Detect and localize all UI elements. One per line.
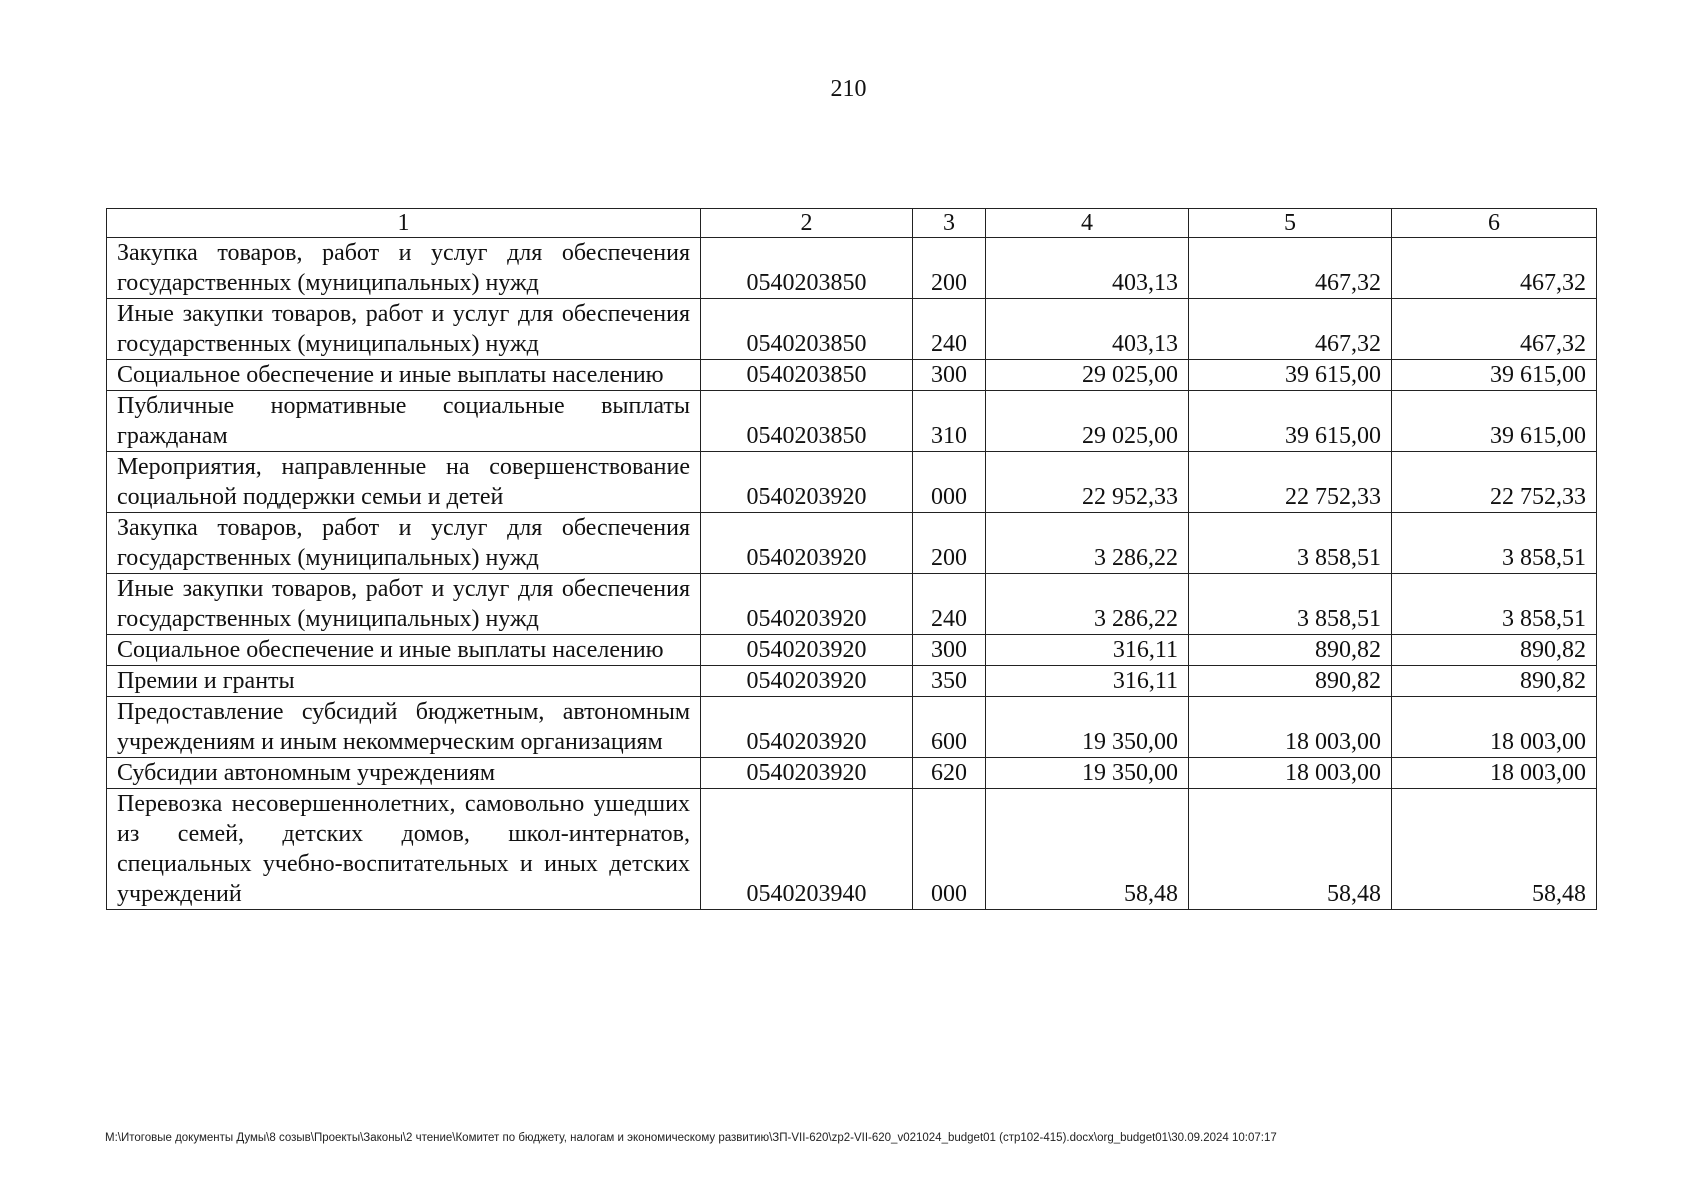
row-value-col6: 18 003,00: [1392, 697, 1597, 758]
row-value-col5: 18 003,00: [1189, 697, 1392, 758]
row-value-col4: 3 286,22: [986, 574, 1189, 635]
row-value-col5: 3 858,51: [1189, 574, 1392, 635]
row-value-col5: 39 615,00: [1189, 360, 1392, 391]
row-value-col5: 58,48: [1189, 789, 1392, 910]
row-description: Иные закупки товаров, работ и услуг для обеспечения государственных (муниципальных) нужд: [107, 299, 701, 360]
table-row: [107, 758, 1597, 789]
row-value-col5: 467,32: [1189, 238, 1392, 299]
column-header-1: 1: [107, 209, 701, 238]
row-description: Субсидии автономным учреждениям: [107, 758, 701, 789]
document-path-footer: M:\Итоговые документы Думы\8 созыв\Проекты\Законы\2 чтение\Комитет по бюджету, налогам и экономическому развитию\ЗП-VII-620\zp2-VII-620_v021024_budget01 (стр102-415).docx\org_budget01\30.09.2024 10:07:17: [105, 1132, 1277, 1144]
row-target-code: 0540203850: [701, 360, 913, 391]
table-row: [107, 391, 1597, 452]
row-value-col4: 58,48: [986, 789, 1189, 910]
row-target-code: 0540203850: [701, 299, 913, 360]
row-description: Закупка товаров, работ и услуг для обеспечения государственных (муниципальных) нужд: [107, 513, 701, 574]
row-value-col6: 22 752,33: [1392, 452, 1597, 513]
table-row: [107, 452, 1597, 513]
table-row: [107, 360, 1597, 391]
table-row: [107, 666, 1597, 697]
row-description: Социальное обеспечение и иные выплаты населению: [107, 360, 701, 391]
row-expense-type: 350: [913, 666, 986, 697]
column-header-3: 3: [913, 209, 986, 238]
row-description: Мероприятия, направленные на совершенствование социальной поддержки семьи и детей: [107, 452, 701, 513]
row-value-col4: 316,11: [986, 666, 1189, 697]
row-value-col6: 18 003,00: [1392, 758, 1597, 789]
row-value-col5: 890,82: [1189, 666, 1392, 697]
row-target-code: 0540203920: [701, 758, 913, 789]
row-expense-type: 000: [913, 789, 986, 910]
row-value-col6: 3 858,51: [1392, 513, 1597, 574]
column-header-6: 6: [1392, 209, 1597, 238]
row-expense-type: 620: [913, 758, 986, 789]
row-value-col5: 890,82: [1189, 635, 1392, 666]
row-expense-type: 240: [913, 574, 986, 635]
row-expense-type: 300: [913, 635, 986, 666]
row-value-col5: 22 752,33: [1189, 452, 1392, 513]
table-row: [107, 513, 1597, 574]
row-value-col6: 58,48: [1392, 789, 1597, 910]
budget-table: [106, 208, 1597, 910]
row-value-col4: 19 350,00: [986, 758, 1189, 789]
row-target-code: 0540203920: [701, 513, 913, 574]
row-description: Социальное обеспечение и иные выплаты населению: [107, 635, 701, 666]
row-value-col6: 3 858,51: [1392, 574, 1597, 635]
row-target-code: 0540203920: [701, 666, 913, 697]
row-value-col5: 39 615,00: [1189, 391, 1392, 452]
table-row: [107, 238, 1597, 299]
row-value-col5: 18 003,00: [1189, 758, 1392, 789]
row-expense-type: 300: [913, 360, 986, 391]
row-value-col4: 19 350,00: [986, 697, 1189, 758]
row-target-code: 0540203850: [701, 391, 913, 452]
row-value-col4: 403,13: [986, 238, 1189, 299]
table-header-row: [107, 209, 1597, 238]
row-value-col4: 316,11: [986, 635, 1189, 666]
page-number: 210: [830, 76, 867, 102]
row-description: Публичные нормативные социальные выплаты гражданам: [107, 391, 701, 452]
row-value-col5: 467,32: [1189, 299, 1392, 360]
row-target-code: 0540203920: [701, 697, 913, 758]
row-target-code: 0540203920: [701, 574, 913, 635]
row-description: Иные закупки товаров, работ и услуг для обеспечения государственных (муниципальных) нужд: [107, 574, 701, 635]
table-row: [107, 635, 1597, 666]
row-expense-type: 600: [913, 697, 986, 758]
column-header-2: 2: [701, 209, 913, 238]
row-value-col4: 29 025,00: [986, 360, 1189, 391]
row-target-code: 0540203920: [701, 452, 913, 513]
row-expense-type: 310: [913, 391, 986, 452]
row-value-col4: 403,13: [986, 299, 1189, 360]
row-expense-type: 200: [913, 238, 986, 299]
table-row: [107, 697, 1597, 758]
row-value-col4: 22 952,33: [986, 452, 1189, 513]
row-expense-type: 000: [913, 452, 986, 513]
row-expense-type: 200: [913, 513, 986, 574]
row-expense-type: 240: [913, 299, 986, 360]
table-row: [107, 789, 1597, 910]
table-row: [107, 574, 1597, 635]
row-description: Закупка товаров, работ и услуг для обеспечения государственных (муниципальных) нужд: [107, 238, 701, 299]
row-target-code: 0540203940: [701, 789, 913, 910]
row-value-col6: 890,82: [1392, 666, 1597, 697]
row-value-col4: 3 286,22: [986, 513, 1189, 574]
row-value-col6: 39 615,00: [1392, 360, 1597, 391]
row-value-col5: 3 858,51: [1189, 513, 1392, 574]
table-row: [107, 299, 1597, 360]
row-description: Перевозка несовершеннолетних, самовольно ушедших из семей, детских домов, школ-интернатов, специальных учебно-воспитательных и иных детских учреждений: [107, 789, 701, 910]
row-target-code: 0540203920: [701, 635, 913, 666]
row-target-code: 0540203850: [701, 238, 913, 299]
row-description: Предоставление субсидий бюджетным, автономным учреждениям и иным некоммерческим организациям: [107, 697, 701, 758]
column-header-4: 4: [986, 209, 1189, 238]
row-value-col6: 39 615,00: [1392, 391, 1597, 452]
row-value-col6: 890,82: [1392, 635, 1597, 666]
row-value-col6: 467,32: [1392, 238, 1597, 299]
row-value-col6: 467,32: [1392, 299, 1597, 360]
row-description: Премии и гранты: [107, 666, 701, 697]
column-header-5: 5: [1189, 209, 1392, 238]
row-value-col4: 29 025,00: [986, 391, 1189, 452]
